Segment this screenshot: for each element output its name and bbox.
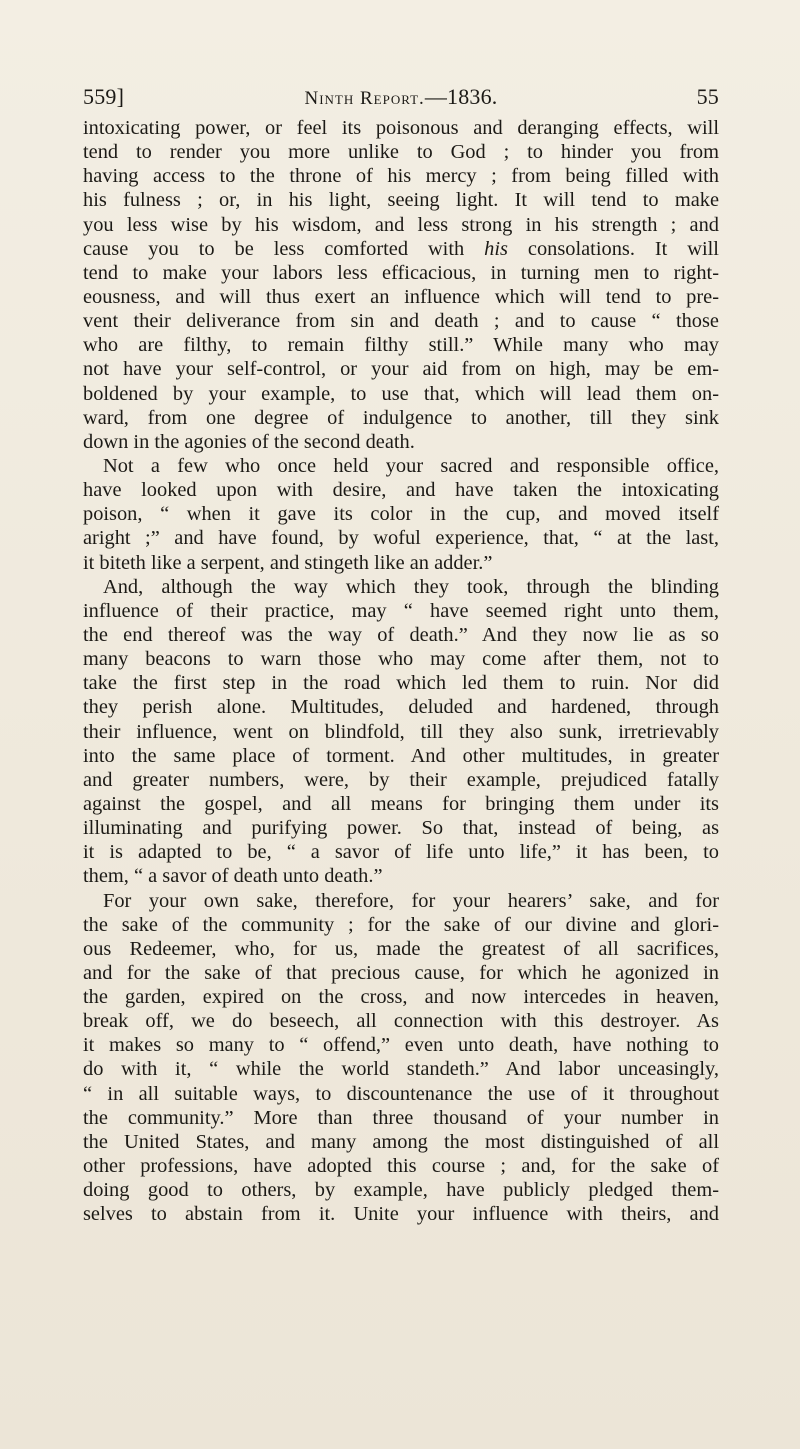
text-line: selves to abstain from it. Unite your influence with theirs, and xyxy=(83,1203,719,1226)
paragraph-start-line: And, although the way which they took, through the blinding xyxy=(103,575,719,598)
text-line: tend to make your labors less efficacious, in turning men to right- xyxy=(83,261,719,284)
text-line: do with it, “ while the world standeth.” And labor unceasingly, xyxy=(83,1058,719,1081)
text-line-with-italic xyxy=(83,237,719,261)
text-line: the end thereof was the way of death.” And they now lie as so xyxy=(83,623,719,646)
text-line: take the first step in the road which led them to ruin. Nor did xyxy=(83,672,719,695)
text-line: doing good to others, by example, have publicly pledged them- xyxy=(83,1179,719,1202)
text-segment: cause you to be less comforted with xyxy=(83,237,465,260)
text-line: boldened by your example, to use that, which will lead them on- xyxy=(83,382,719,405)
text-line: his fulness ; or, in his light, seeing light. It will tend to make xyxy=(83,189,719,212)
paragraph-start-line: Not a few who once held your sacred and responsible office, xyxy=(103,454,719,477)
text-line: having access to the throne of his mercy ; from being filled with xyxy=(83,165,719,188)
running-title-year: —1836. xyxy=(424,84,498,109)
text-line: the United States, and many among the most distinguished of all xyxy=(83,1130,719,1153)
paragraph-end-line: down in the agonies of the second death. xyxy=(83,430,415,453)
text-line: the garden, expired on the cross, and now intercedes in heaven, xyxy=(83,986,719,1009)
text-segment: consolations. It will xyxy=(527,237,719,260)
text-line: their influence, went on blindfold, till they also sunk, irretrievably xyxy=(83,720,719,743)
text-line: illuminating and purifying power. So that, instead of being, as xyxy=(83,817,719,840)
text-line: other professions, have adopted this course ; and, for the sake of xyxy=(83,1155,719,1178)
text-line: not have your self-control, or your aid from on high, may be em- xyxy=(83,358,719,381)
text-line: vent their deliverance from sin and death ; and to cause “ those xyxy=(83,310,719,333)
running-title xyxy=(83,82,719,114)
text-line: ous Redeemer, who, for us, made the greatest of all sacrifices, xyxy=(83,937,719,960)
page-number-right: 55 xyxy=(696,84,719,109)
running-title-caps: Ninth Report. xyxy=(304,88,425,109)
text-line: and for the sake of that precious cause, for which he agonized in xyxy=(83,961,719,984)
text-line: and greater numbers, were, by their example, prejudiced fatally xyxy=(83,768,719,791)
text-line: intoxicating power, or feel its poisonous and deranging effects, will xyxy=(83,117,719,139)
text-line: the community.” More than three thousand of your number in xyxy=(83,1106,719,1129)
text-line: ward, from one degree of indulgence to another, till they sink xyxy=(83,406,719,429)
text-line: they perish alone. Multitudes, deluded and hardened, through xyxy=(83,696,719,719)
text-line: “ in all suitable ways, to discountenance the use of it throughout xyxy=(83,1082,719,1105)
italic-word: his xyxy=(484,237,508,260)
text-line: aright ;” and have found, by woful experience, that, “ at the last, xyxy=(83,527,719,550)
text-line: against the gospel, and all means for bringing them under its xyxy=(83,792,719,815)
text-line: eousness, and will thus exert an influence which will tend to pre- xyxy=(83,285,719,308)
text-line: into the same place of torment. And other multitudes, in greater xyxy=(83,744,719,767)
text-line: who are filthy, to remain filthy still.” While many who may xyxy=(83,334,719,357)
text-line: it is adapted to be, “ a savor of life unto life,” it has been, to xyxy=(83,841,719,864)
paragraph-end-line: it biteth like a serpent, and stingeth like an adder.” xyxy=(83,551,493,574)
body-text xyxy=(83,116,719,1226)
text-line: it makes so many to “ offend,” even unto death, have nothing to xyxy=(83,1034,719,1057)
paragraph-start-line: For your own sake, therefore, for your hearers’ sake, and for xyxy=(103,889,719,912)
text-line: you less wise by his wisdom, and less strong in his strength ; and xyxy=(83,213,719,236)
paragraph-end-line: them, “ a savor of death unto death.” xyxy=(83,865,383,888)
text-line: tend to render you more unlike to God ; to hinder you from xyxy=(83,141,719,164)
text-line: break off, we do beseech, all connection with this destroyer. As xyxy=(83,1010,719,1033)
page-number-left: 559] xyxy=(83,84,125,109)
text-line: many beacons to warn those who may come after them, not to xyxy=(83,648,719,671)
text-line: the sake of the community ; for the sake of our divine and glori- xyxy=(83,913,719,936)
running-header xyxy=(83,82,719,112)
text-line: poison, “ when it gave its color in the cup, and moved itself xyxy=(83,503,719,526)
text-line: have looked upon with desire, and have taken the intoxicating xyxy=(83,479,719,502)
text-line: influence of their practice, may “ have seemed right unto them, xyxy=(83,599,719,622)
